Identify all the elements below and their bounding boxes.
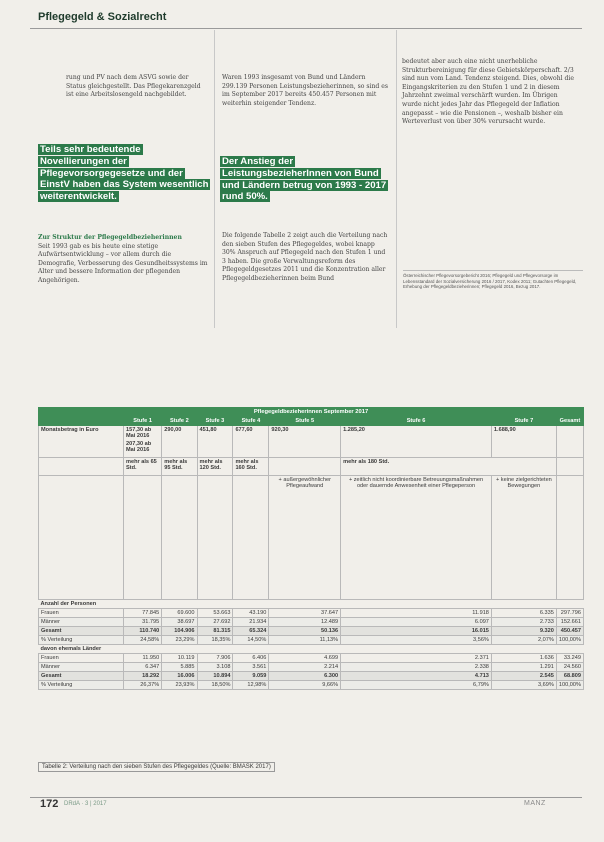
table-cell: 2.371	[341, 654, 492, 663]
table-cell: 11.918	[341, 609, 492, 618]
col-header-2: Stufe 2	[162, 417, 197, 426]
table-cell: 38.697	[162, 618, 197, 627]
col-header-5: Stufe 5	[269, 417, 341, 426]
col-header-8: Gesamt	[556, 417, 583, 426]
table-cell: 2.545	[491, 672, 556, 681]
row-label: Gesamt	[39, 627, 124, 636]
header-rule	[30, 28, 582, 29]
table-cell: 18,35%	[197, 636, 233, 645]
table-cell: 37.647	[269, 609, 341, 618]
table-cell	[197, 476, 233, 600]
table-cell: 1.291	[491, 663, 556, 672]
table-cell	[124, 476, 162, 600]
pull-quote-1-text: Teils sehr bedeutende Novellierungen der Pflegevorsorgegesetze und der EinstV haben das System wesentlich weiterentwickelt.	[40, 144, 209, 203]
table-cell-note: 207,30 ab Mai 2016	[126, 441, 152, 453]
table-row	[39, 636, 584, 645]
table-header-row	[39, 417, 584, 426]
table-cell	[39, 458, 124, 476]
table-cell: 24.560	[556, 663, 583, 672]
table-cell: 3,56%	[341, 636, 492, 645]
row-label: % Verteilung	[39, 681, 124, 690]
table-cell: 68.809	[556, 672, 583, 681]
column-2-body	[222, 232, 390, 284]
column-1-intro	[66, 74, 206, 100]
table-cell: 10.119	[162, 654, 197, 663]
table-cell: 50.136	[269, 627, 341, 636]
table-row	[39, 672, 584, 681]
table-cell: 11,13%	[269, 636, 341, 645]
table-cell: 104.906	[162, 627, 197, 636]
table-cell: 16.006	[162, 672, 197, 681]
publisher-logo: MANZ	[524, 800, 546, 807]
table-cell: 81.315	[197, 627, 233, 636]
table-cell: 6.300	[269, 672, 341, 681]
rows-persons	[39, 609, 584, 645]
table-cell: 110.740	[124, 627, 162, 636]
criteria-row	[39, 476, 584, 600]
table-cell: 100,00%	[556, 636, 583, 645]
table-cell: 6.347	[124, 663, 162, 672]
table-cell: 2.733	[491, 618, 556, 627]
table-cell: 4.713	[341, 672, 492, 681]
footer-rule	[30, 797, 582, 798]
table-cell: 7.906	[197, 654, 233, 663]
table-cell: 23,29%	[162, 636, 197, 645]
table-cell: 10.894	[197, 672, 233, 681]
table-cell: 3.108	[197, 663, 233, 672]
table-caption: Tabelle 2: Verteilung nach den sieben Stufen des Pflegegeldes (Quelle: BMASK 2017)	[38, 762, 275, 772]
table-cell: 920,30	[269, 426, 341, 458]
section-label: Anzahl der Personen	[39, 600, 584, 609]
table-cell: 21.934	[233, 618, 269, 627]
table-row	[39, 609, 584, 618]
table-row	[39, 627, 584, 636]
row-label: % Verteilung	[39, 636, 124, 645]
row-label: Männer	[39, 618, 124, 627]
column-3-body	[402, 58, 578, 127]
table-cell	[556, 476, 583, 600]
table-cell: 11.950	[124, 654, 162, 663]
table-cell: 24,58%	[124, 636, 162, 645]
table-cell: 450.457	[556, 627, 583, 636]
table-cell: 12,98%	[233, 681, 269, 690]
table-cell: 451,80	[197, 426, 233, 458]
column-rule-2	[396, 30, 397, 328]
subheading: Zur Struktur der Pflegegeldbezieherinnen	[38, 234, 182, 241]
table-cell: mehr als 65 Std.	[124, 458, 162, 476]
table-cell: 6.097	[341, 618, 492, 627]
col-header-0	[39, 417, 124, 426]
table-cell: 27.692	[197, 618, 233, 627]
table-cell: mehr als 120 Std.	[197, 458, 233, 476]
pull-quote-2	[220, 156, 392, 203]
hours-row	[39, 458, 584, 476]
col-header-3: Stufe 3	[197, 417, 233, 426]
table-row	[39, 663, 584, 672]
col-header-4: Stufe 4	[233, 417, 269, 426]
table-title: Pflegegeldbezieherinnen September 2017	[39, 408, 584, 417]
table-cell: 33.249	[556, 654, 583, 663]
table-cell: 14,50%	[233, 636, 269, 645]
table-cell: 69.600	[162, 609, 197, 618]
section-row-laender	[39, 645, 584, 654]
col-header-6: Stufe 6	[341, 417, 492, 426]
table-row	[39, 654, 584, 663]
table-cell: 12.489	[269, 618, 341, 627]
table-cell: + zeitlich nicht koordinierbare Betreuungsmaßnahmen oder dauernde Anwesenheit einer Pflegeperson	[341, 476, 492, 600]
table-cell-value: 157,30 ab Mai 2016	[126, 427, 152, 439]
table-cell: 18.292	[124, 672, 162, 681]
table-cell	[556, 426, 583, 458]
column-1-body	[38, 234, 208, 286]
section-row-persons	[39, 600, 584, 609]
table-cell	[233, 476, 269, 600]
table-cell: 3.561	[233, 663, 269, 672]
table-cell: mehr als 160 Std.	[233, 458, 269, 476]
table-cell	[162, 476, 197, 600]
table-cell: 6.335	[491, 609, 556, 618]
table-cell: 16.015	[341, 627, 492, 636]
pflegegeld-table	[38, 407, 584, 690]
table-cell	[124, 426, 162, 458]
table-cell: 677,60	[233, 426, 269, 458]
section-label: davon ehemals Länder	[39, 645, 584, 654]
table-cell: 152.661	[556, 618, 583, 627]
column-2-paragraph: Waren 1993 insgesamt von Bund und Ländern 299.139 Personen Leistungsbezieherinnen, so sind es im September 2017 bereits 450.457 Personen mit weiterhin steigender Tendenz.	[222, 74, 388, 107]
table-cell: 5.885	[162, 663, 197, 672]
page-number: 172	[40, 798, 59, 810]
rows-laender	[39, 654, 584, 690]
table-cell: 4.699	[269, 654, 341, 663]
pull-quote-2-text: Der Anstieg der LeistungsbezieherInnen von Bund und Ländern betrug von 1993 - 2017 rund 50%.	[222, 156, 387, 203]
table-cell: 65.324	[233, 627, 269, 636]
table-cell: 9.320	[491, 627, 556, 636]
table-cell: 1.636	[491, 654, 556, 663]
row-label: Frauen	[39, 609, 124, 618]
table-cell: 297.796	[556, 609, 583, 618]
table-cell: 2.338	[341, 663, 492, 672]
column-1-body-text: Seit 1993 gab es bis heute eine stetige Aufwärtsentwicklung – vor allem durch die Demografie, Verbesserung des Gesundheitssystems im Alter und bessere Information der pflegenden Angehörigen.	[38, 242, 208, 284]
table-cell: 9,66%	[269, 681, 341, 690]
column-1-paragraph: rung und PV nach dem ASVG sowie der Status gleichgestellt. Das Pflegekarenzgeld ist eine Arbeitslosengeld nachgebildet.	[66, 74, 201, 99]
col-header-1: Stufe 1	[124, 417, 162, 426]
table-cell: 53.663	[197, 609, 233, 618]
table-cell: + keine zielgerichteten Bewegungen	[491, 476, 556, 600]
table-cell: 2,07%	[491, 636, 556, 645]
table-cell: 6,79%	[341, 681, 492, 690]
table-cell: mehr als 180 Std.	[341, 458, 557, 476]
table-cell: 1.285,20	[341, 426, 492, 458]
pull-quote-1	[38, 144, 210, 203]
footnote: Österreichischer Pflegevorsorgebericht 2016; Pflegegeld und Pflegevorsorge im Lebensstandard der Sozialversicherung 2016 / 2017, Kodex 2011; Gutachten Pflegegeld, Erhebung der Pflegegeldbezieherinnen; Pflegegeld 2016, Bezug 2017.	[403, 270, 583, 290]
journal-name: DRdA · 3 | 2017	[64, 801, 107, 807]
table-cell: 100,00%	[556, 681, 583, 690]
monthly-amount-row	[39, 426, 584, 458]
table-cell: 23,93%	[162, 681, 197, 690]
table-cell: 77.845	[124, 609, 162, 618]
row-label: Männer	[39, 663, 124, 672]
monthly-label: Monatsbetrag in Euro	[39, 426, 124, 458]
table-cell: mehr als 95 Std.	[162, 458, 197, 476]
table-cell: 1.688,90	[491, 426, 556, 458]
row-label: Gesamt	[39, 672, 124, 681]
table-row	[39, 681, 584, 690]
column-rule-1	[214, 30, 215, 328]
table-cell: 26,37%	[124, 681, 162, 690]
table-cell: + außergewöhnlicher Pflegeaufwand	[269, 476, 341, 600]
table-cell: 18,50%	[197, 681, 233, 690]
table-cell: 31.795	[124, 618, 162, 627]
row-label: Frauen	[39, 654, 124, 663]
table-cell: 2.214	[269, 663, 341, 672]
table-cell: 6.406	[233, 654, 269, 663]
column-2-body-text: Die folgende Tabelle 2 zeigt auch die Verteilung nach den sieben Stufen des Pflegegeldes, wobei knapp 30% Anspruch auf Pflegegeld nach den Stufen 1 und 3 haben. Die große Verwaltungsreform des Pflegegeldgesetzes 2011 und die Konzentration aller Pflegegeldbezieherinnen beim Bund	[222, 232, 388, 282]
table-row	[39, 618, 584, 627]
table-cell	[269, 458, 341, 476]
col-header-7: Stufe 7	[491, 417, 556, 426]
column-3-body-text: bedeutet aber auch eine nicht unerhebliche Strukturbereinigung für diese Gebietskörperschaft. 2/3 sind nun vom Land. Tendenz steigend. Dies, obwohl die Eingangskriterien zu den Stufen 1 und 2 in diesem Jahrzehnt zweimal verschärft wurden. Im Übrigen wurde nicht jedes Jahr das Pflegegeld der Inflation angepasst – wie die Pensionen –, weshalb bisher ein Werteverlust von über 30% verursacht wurde.	[402, 58, 574, 126]
column-2-intro	[222, 74, 390, 108]
table-cell: 43.190	[233, 609, 269, 618]
table-cell: 3,69%	[491, 681, 556, 690]
section-header: Pflegegeld & Sozialrecht	[38, 11, 167, 23]
table-cell: 9.059	[233, 672, 269, 681]
table-cell	[556, 458, 583, 476]
table-cell	[39, 476, 124, 600]
table-cell: 290,00	[162, 426, 197, 458]
